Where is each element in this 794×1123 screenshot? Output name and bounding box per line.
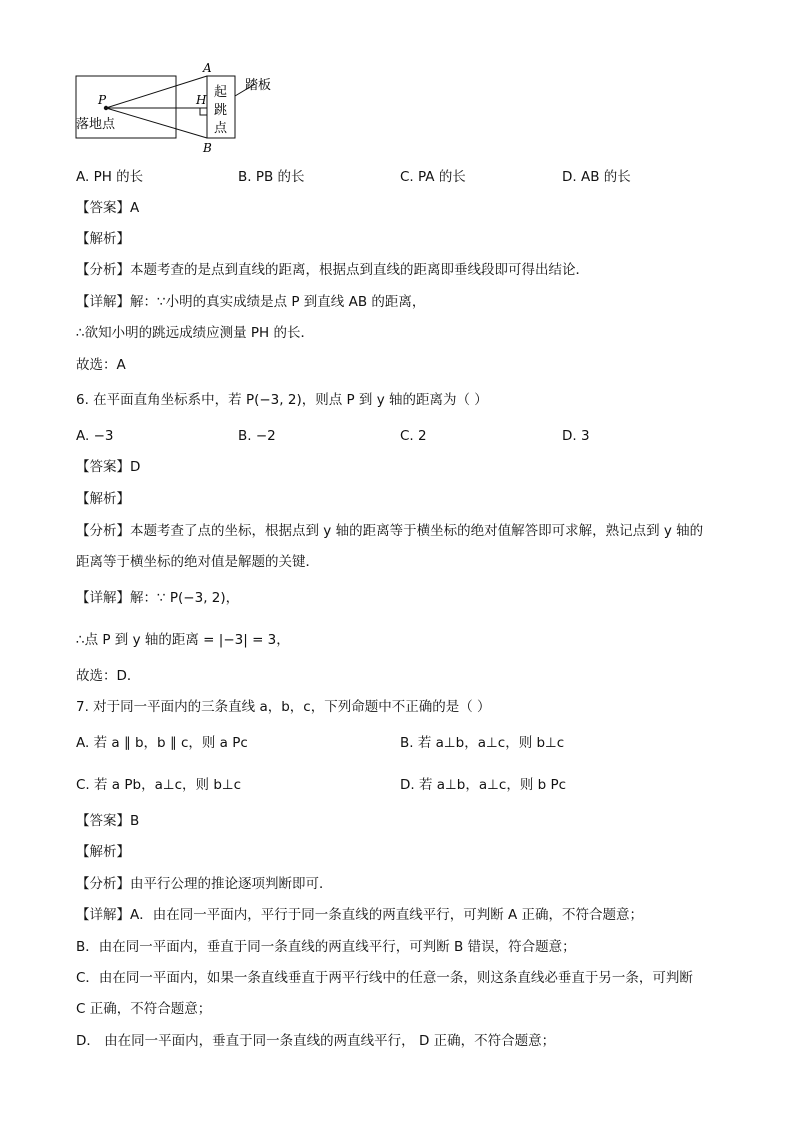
q6-choose: 故选：D． xyxy=(76,668,141,684)
landing-label: 落地点 xyxy=(76,117,116,132)
label-P: P xyxy=(98,93,107,107)
q7-option-d: D. 若 a⊥b，a⊥c，则 b Pc xyxy=(400,777,567,793)
q5-analysis: 【分析】本题考查的是点到直线的距离，根据点到直线的距离即垂线段即可得出结论． xyxy=(76,262,589,278)
q6-stem: 6. 在平面直角坐标系中，若 P(−3, 2)，则点 P 到 y 轴的距离为（ ） xyxy=(76,392,488,408)
q7-detail-b: B．由在同一平面内，垂直于同一条直线的两直线平行，可判断 B 错误，符合题意； xyxy=(76,939,576,955)
q7-analysis: 【分析】由平行公理的推论逐项判断即可． xyxy=(76,876,333,892)
takeoff-char-1: 起 xyxy=(214,85,228,100)
right-angle-mark xyxy=(200,108,207,115)
q6-option-d: D. 3 xyxy=(562,428,590,444)
q5-detail-2: ∴欲知小明的跳远成绩应测量 PH 的长． xyxy=(76,325,314,341)
q7-detail-a: 【详解】A．由在同一平面内，平行于同一条直线的两直线平行，可判断 A 正确，不符合题意； xyxy=(76,907,644,923)
q5-option-d: D. AB 的长 xyxy=(562,169,631,185)
q6-analysis-heading: 【解析】 xyxy=(76,491,130,507)
q6-option-a: A. −3 xyxy=(76,428,114,444)
q6-analysis-1: 【分析】本题考查了点的坐标，根据点到 y 轴的距离等于横坐标的绝对值解答即可求解，熟记点到 y 轴的 xyxy=(76,523,704,539)
q5-option-b: B. PB 的长 xyxy=(238,169,305,185)
q6-option-c: C. 2 xyxy=(400,428,427,444)
q6-option-b: B. −2 xyxy=(238,428,276,444)
label-B: B xyxy=(203,141,212,155)
q7-option-c: C. 若 a Pb，a⊥c，则 b⊥c xyxy=(76,777,242,793)
q7-detail-c-2: C 正确，不符合题意； xyxy=(76,1001,212,1017)
q5-answer: 【答案】A xyxy=(76,200,140,216)
label-H: H xyxy=(196,93,207,107)
long-jump-figure xyxy=(70,58,290,158)
q5-detail-1: 【详解】解：∵小明的真实成绩是点 P 到直线 AB 的距离， xyxy=(76,294,426,310)
label-A: A xyxy=(203,61,212,75)
q7-detail-c-1: C．由在同一平面内，如果一条直线垂直于两平行线中的任意一条，则这条直线必垂直于另一条，可判断 xyxy=(76,970,693,986)
q7-answer: 【答案】B xyxy=(76,813,140,829)
q7-detail-d: D． 由在同一平面内，垂直于同一条直线的两直线平行， D 正确，不符合题意； xyxy=(76,1033,556,1049)
q7-stem: 7. 对于同一平面内的三条直线 a，b，c，下列命题中不正确的是（ ） xyxy=(76,699,491,715)
q6-answer: 【答案】D xyxy=(76,459,141,475)
board-label: 踏板 xyxy=(245,78,272,93)
q7-option-b: B. 若 a⊥b，a⊥c，则 b⊥c xyxy=(400,735,565,751)
q5-analysis-heading: 【解析】 xyxy=(76,231,130,247)
segment-PA xyxy=(106,76,207,108)
q7-analysis-heading: 【解析】 xyxy=(76,844,130,860)
q5-option-a: A. PH 的长 xyxy=(76,169,144,185)
segment-PB xyxy=(106,108,207,138)
q6-analysis-2: 距离等于横坐标的绝对值是解题的关键． xyxy=(76,554,319,570)
q7-option-a: A. 若 a ∥ b，b ∥ c，则 a Pc xyxy=(76,735,248,751)
q5-choose: 故选：A xyxy=(76,357,126,373)
takeoff-char-2: 跳 xyxy=(214,103,228,118)
q6-detail-1: 【详解】解：∵ P(−3, 2)， xyxy=(76,590,240,606)
q5-option-c: C. PA 的长 xyxy=(400,169,466,185)
takeoff-char-3: 点 xyxy=(214,121,228,136)
q6-detail-2: ∴点 P 到 y 轴的距离 = |−3| = 3， xyxy=(76,632,290,648)
